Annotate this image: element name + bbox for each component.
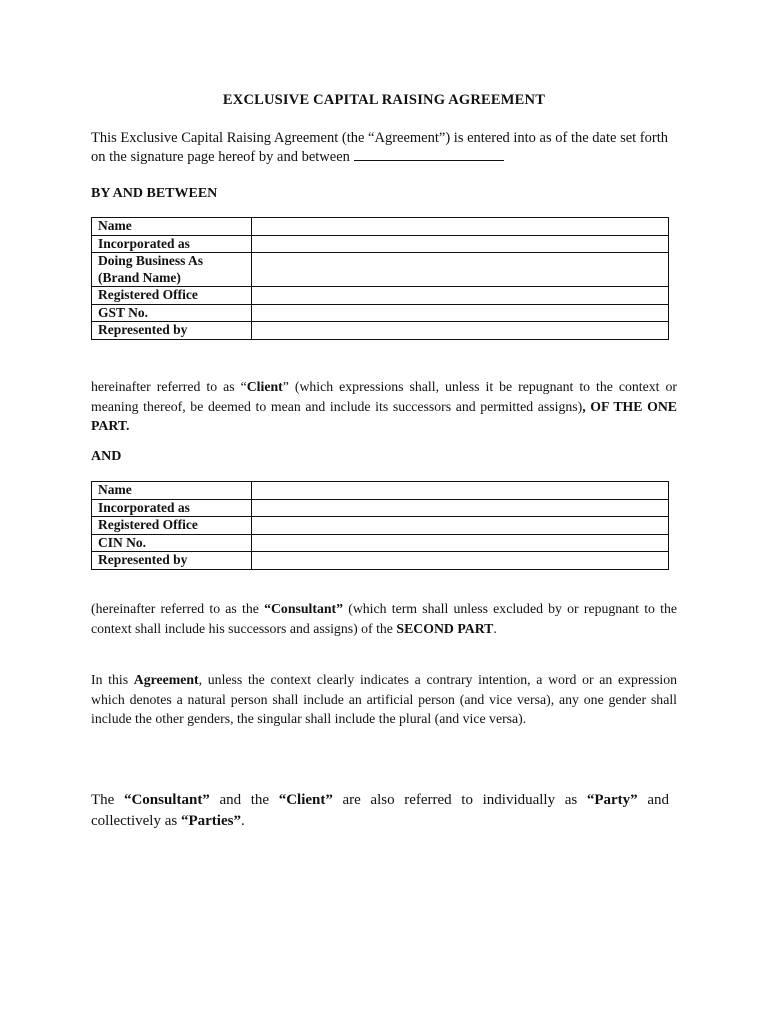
row-value	[252, 534, 669, 552]
table-row	[92, 534, 669, 552]
row-label: Registered Office	[92, 287, 252, 305]
text-run: (hereinafter referred to as the	[91, 601, 265, 616]
text-run: (which term shall unless excluded by or repugnant to the context shall include his successors and assigns) of the	[91, 601, 678, 636]
intro-paragraph	[91, 129, 681, 167]
row-label: Name	[92, 482, 252, 500]
row-value	[252, 304, 669, 322]
one-part-term: , OF THE ONE PART.	[91, 398, 678, 433]
table-row	[92, 517, 669, 535]
table-row	[92, 218, 669, 236]
table-row	[92, 499, 669, 517]
interpretation-paragraph	[91, 670, 677, 729]
table-row	[92, 482, 669, 500]
row-label: CIN No.	[92, 534, 252, 552]
row-value	[252, 482, 669, 500]
row-label: Doing Business As (Brand Name)	[92, 253, 252, 287]
consultant-term: “Consultant”	[123, 792, 210, 808]
by-and-between-heading: BY AND BETWEEN	[91, 186, 218, 201]
row-value	[252, 287, 669, 305]
text-run: and the	[209, 792, 279, 808]
table-row	[92, 253, 669, 287]
row-label: Incorporated as	[92, 499, 252, 517]
consultant-definition-paragraph	[91, 599, 677, 638]
text-run: .	[493, 620, 497, 636]
client-definition-paragraph	[91, 377, 677, 436]
row-label: Registered Office	[92, 517, 252, 535]
row-value	[252, 499, 669, 517]
table-row	[92, 235, 669, 253]
parties-definition-paragraph	[91, 790, 669, 832]
party-term: “Party”	[586, 792, 638, 808]
table-row	[92, 304, 669, 322]
and-heading: AND	[91, 449, 122, 464]
consultant-details-table	[91, 481, 669, 570]
row-label: Represented by	[92, 322, 252, 340]
row-value	[252, 218, 669, 236]
row-label: Name	[92, 218, 252, 236]
second-part-term: SECOND PART	[396, 620, 494, 636]
client-details-table	[91, 217, 669, 340]
party-blank-line	[354, 148, 504, 161]
row-value	[252, 235, 669, 253]
parties-term: “Parties”	[180, 813, 241, 829]
text-run: hereinafter referred to as “	[91, 379, 247, 394]
text-run: .	[240, 813, 245, 829]
table-row	[92, 552, 669, 570]
text-run: are also referred to individually as	[332, 792, 587, 808]
row-label: Represented by	[92, 552, 252, 570]
row-value	[252, 517, 669, 535]
text-run: and collectively as	[91, 792, 669, 829]
agreement-term: Agreement	[133, 672, 199, 687]
row-label: Incorporated as	[92, 235, 252, 253]
row-value	[252, 552, 669, 570]
table-row	[92, 287, 669, 305]
text-run: The	[91, 792, 124, 808]
consultant-term: “Consultant”	[264, 601, 344, 616]
row-label: GST No.	[92, 304, 252, 322]
row-value	[252, 253, 669, 287]
client-term: Client	[246, 379, 283, 394]
table-row	[92, 322, 669, 340]
text-run: ” (which expressions shall, unless it be repugnant to the context or meaning thereof, be deemed to mean and include its successors and permitted assigns)	[91, 379, 677, 414]
text-run: In this	[91, 672, 134, 687]
client-term: “Client”	[278, 792, 333, 808]
intro-text: This Exclusive Capital Raising Agreement (the “Agreement”) is entered into as of the date set forth on the signature page hereof by and between	[91, 130, 668, 165]
document-title: EXCLUSIVE CAPITAL RAISING AGREEMENT	[222, 92, 546, 108]
row-value	[252, 322, 669, 340]
text-run: , unless the context clearly indicates a contrary intention, a word or an expression which denotes a natural person shall include an artificial person (and vice versa), any one gender shall include the other genders, the singular shall include the plural (and vice versa).	[91, 672, 677, 726]
